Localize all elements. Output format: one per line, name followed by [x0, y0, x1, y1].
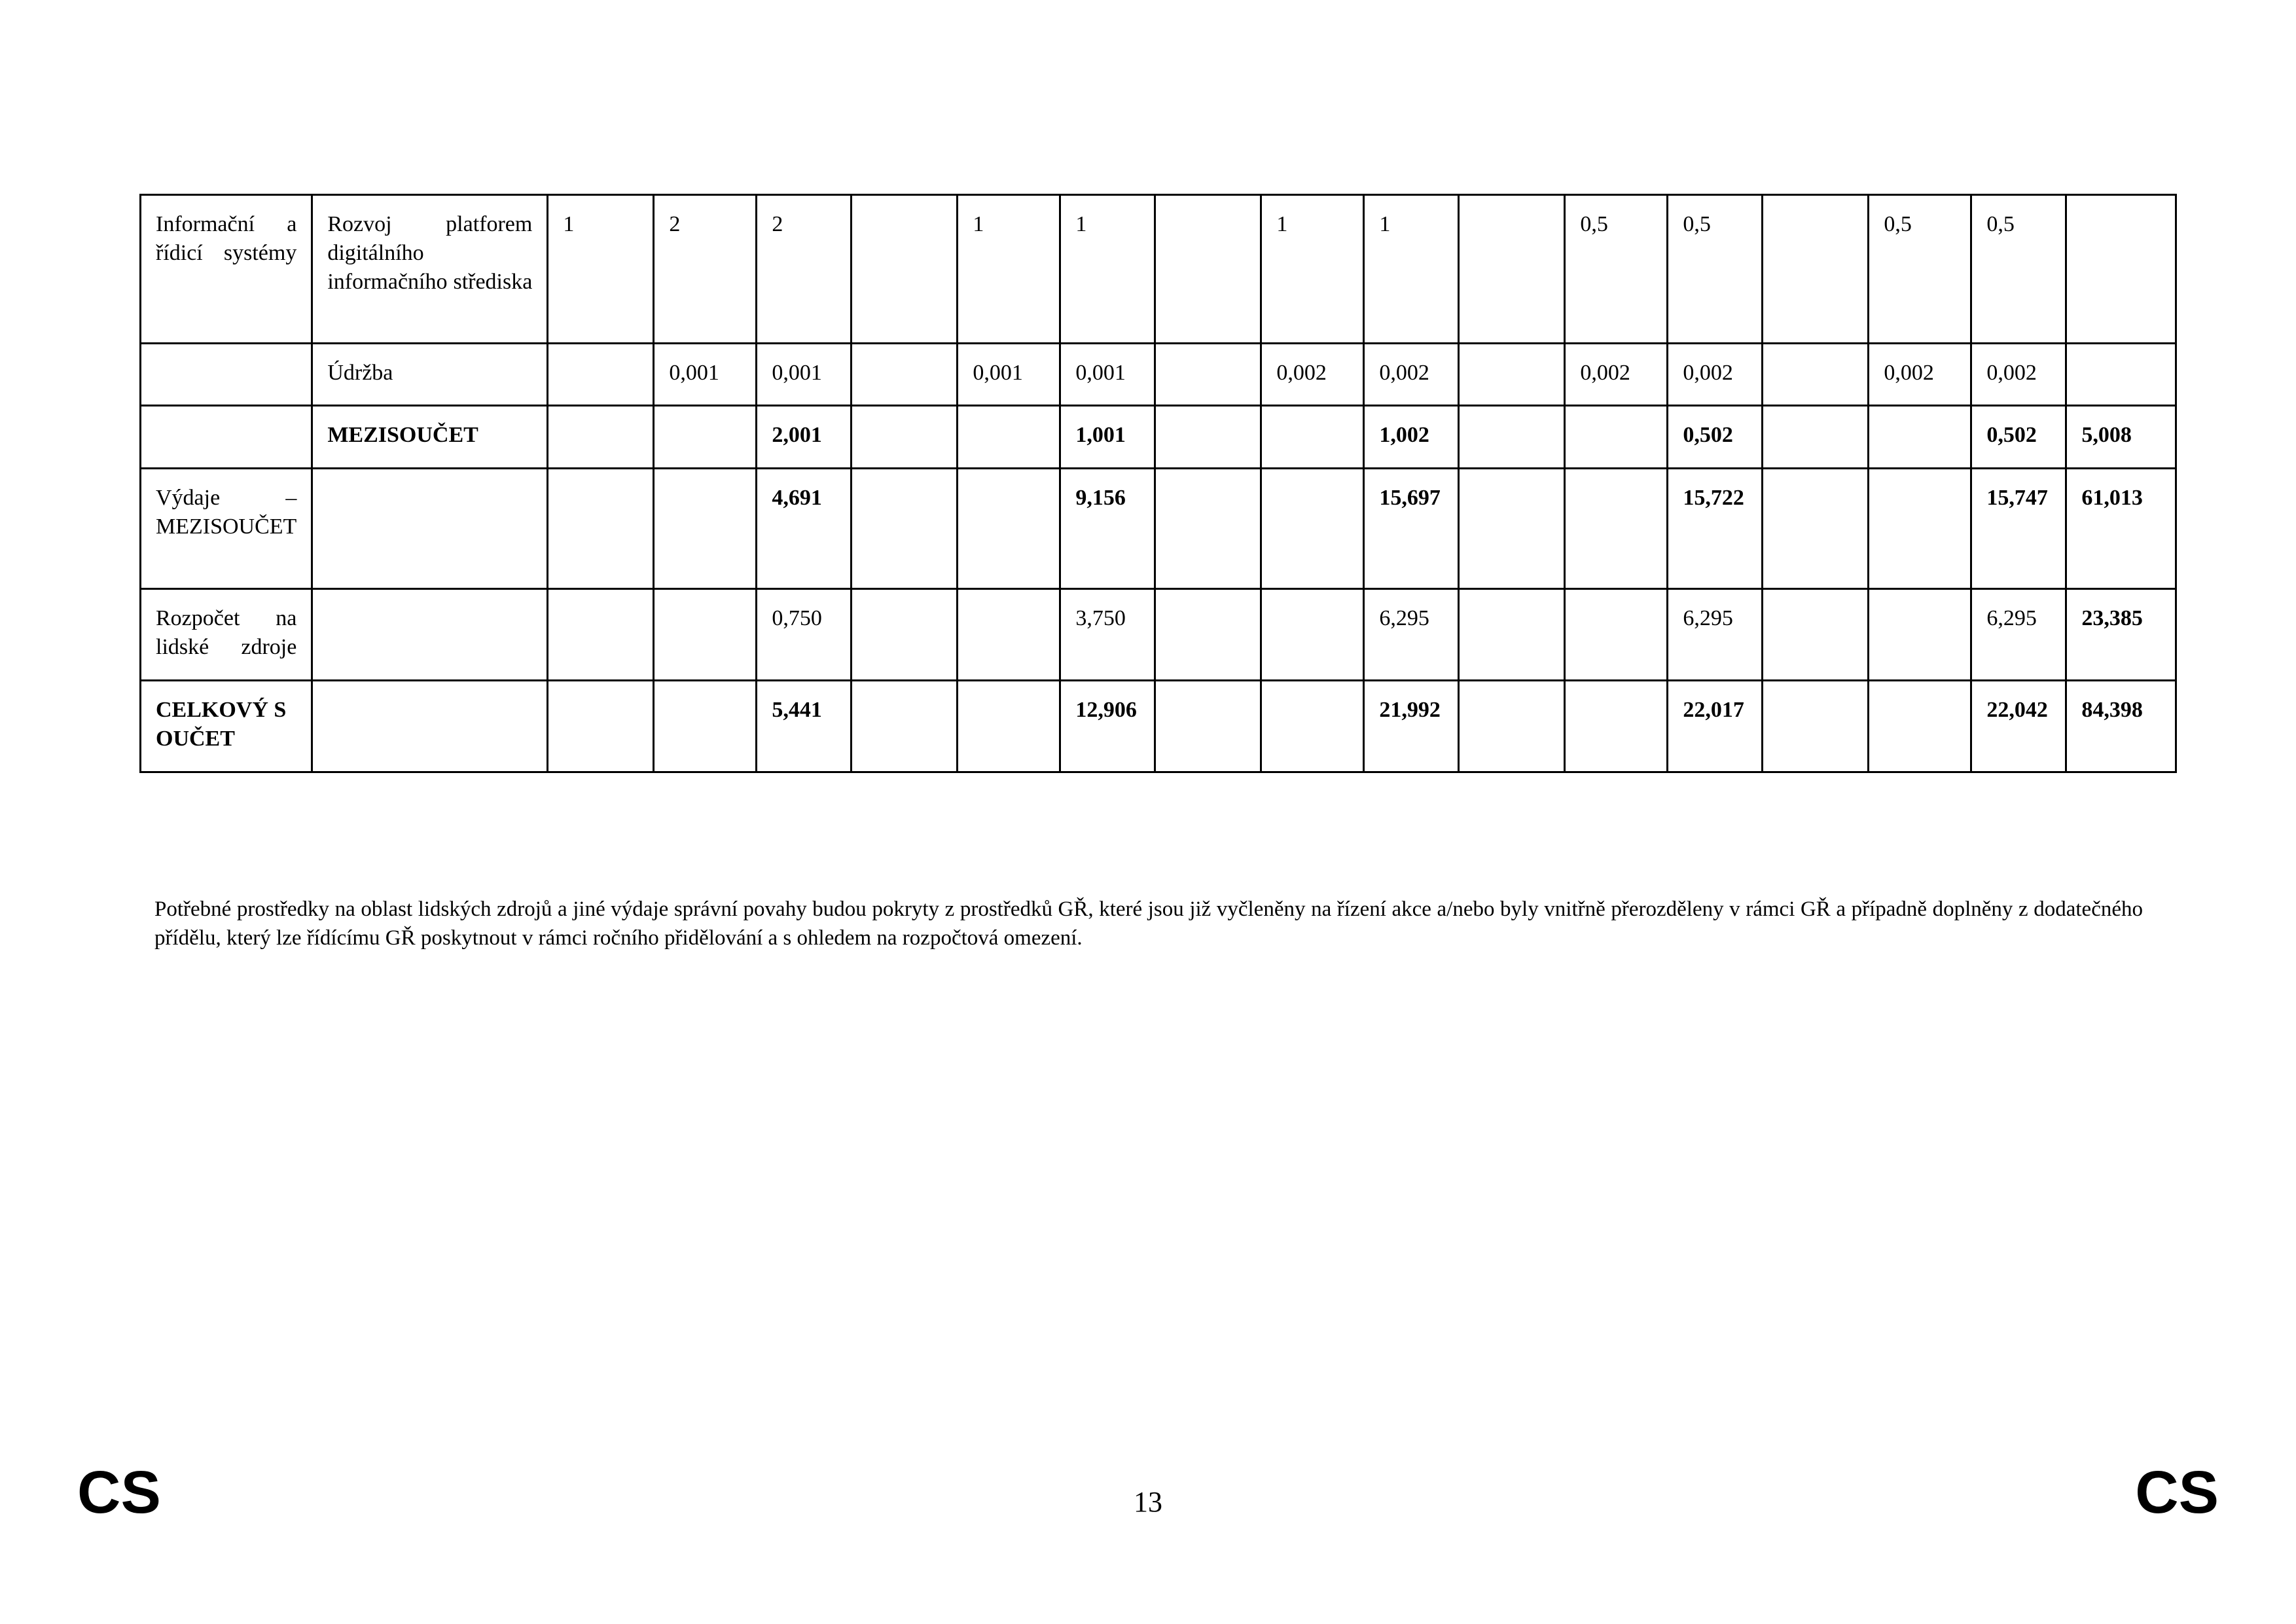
table-cell: 0,002 [1565, 344, 1668, 406]
table-cell [958, 406, 1060, 469]
table-body [141, 195, 2176, 772]
table-cell: 2 [757, 195, 852, 344]
table-cell: 4,691 [757, 469, 852, 589]
table-cell [1155, 589, 1261, 681]
table-cell: 0,502 [1971, 406, 2066, 469]
table-cell: 0,001 [654, 344, 757, 406]
table-row [141, 589, 2176, 681]
table-cell [548, 406, 654, 469]
table-cell: 0,002 [1869, 344, 1971, 406]
table-cell: 6,295 [1668, 589, 1763, 681]
table-cell [1763, 589, 1869, 681]
table-cell: 1 [1364, 195, 1459, 344]
table-cell: 2,001 [757, 406, 852, 469]
table-cell: 0,5 [1971, 195, 2066, 344]
table-cell [1459, 195, 1565, 344]
table-cell [852, 469, 958, 589]
table-cell: 5,441 [757, 681, 852, 772]
table-row [141, 469, 2176, 589]
row-sublabel: Údržba [312, 344, 548, 406]
table-cell: 0,502 [1668, 406, 1763, 469]
table-cell: 6,295 [1364, 589, 1459, 681]
table-cell [852, 195, 958, 344]
table-cell [1565, 681, 1668, 772]
table-cell: 61,013 [2066, 469, 2176, 589]
row-label: CELKOVÝ SOUČET [141, 681, 312, 772]
table-cell [654, 406, 757, 469]
table-row [141, 195, 2176, 344]
table-cell [1261, 589, 1364, 681]
table-cell [1155, 469, 1261, 589]
table-cell [1459, 344, 1565, 406]
table-cell [1459, 469, 1565, 589]
language-code-right: CS [2135, 1459, 2219, 1526]
table-cell: 9,156 [1060, 469, 1155, 589]
row-sublabel: MEZISOUČET [312, 406, 548, 469]
row-sublabel [312, 681, 548, 772]
table-cell: 0,002 [1668, 344, 1763, 406]
table-cell [1459, 681, 1565, 772]
table-cell: 0,5 [1668, 195, 1763, 344]
row-label: Výdaje – MEZISOUČET [141, 469, 312, 589]
table-cell [1763, 406, 1869, 469]
table-cell [1565, 469, 1668, 589]
table-cell [852, 681, 958, 772]
table-cell: 1,001 [1060, 406, 1155, 469]
table-cell [654, 681, 757, 772]
table-cell [2066, 195, 2176, 344]
table-cell: 0,5 [1565, 195, 1668, 344]
row-label [141, 406, 312, 469]
table-cell: 15,747 [1971, 469, 2066, 589]
table-cell: 0,002 [1971, 344, 2066, 406]
table-cell [1763, 469, 1869, 589]
table-cell [2066, 344, 2176, 406]
row-sublabel [312, 589, 548, 681]
table-cell: 2 [654, 195, 757, 344]
table-cell [654, 469, 757, 589]
table-cell: 0,750 [757, 589, 852, 681]
table-cell [654, 589, 757, 681]
table-cell [1565, 589, 1668, 681]
table-cell: 1 [1060, 195, 1155, 344]
table-cell [1155, 344, 1261, 406]
table-cell [548, 681, 654, 772]
table-cell [1763, 681, 1869, 772]
table-cell: 0,001 [958, 344, 1060, 406]
table-cell [1261, 469, 1364, 589]
table-cell [548, 589, 654, 681]
language-code-left: CS [77, 1459, 161, 1526]
table-cell: 12,906 [1060, 681, 1155, 772]
table-cell: 15,722 [1668, 469, 1763, 589]
table-cell: 84,398 [2066, 681, 2176, 772]
table-cell: 22,042 [1971, 681, 2066, 772]
table-cell [1565, 406, 1668, 469]
table-cell [1155, 195, 1261, 344]
table-cell: 0,001 [1060, 344, 1155, 406]
table-cell [1155, 406, 1261, 469]
table-cell [958, 589, 1060, 681]
table-cell: 6,295 [1971, 589, 2066, 681]
table-cell: 0,5 [1869, 195, 1971, 344]
table-row [141, 681, 2176, 772]
table-cell [852, 589, 958, 681]
table-cell: 22,017 [1668, 681, 1763, 772]
table-cell: 3,750 [1060, 589, 1155, 681]
table-cell: 0,001 [757, 344, 852, 406]
row-sublabel: Rozvoj platforem digitálního informačního střediska [312, 195, 548, 344]
table-cell: 1,002 [1364, 406, 1459, 469]
table-cell: 21,992 [1364, 681, 1459, 772]
table-cell [1261, 681, 1364, 772]
table-cell [1763, 195, 1869, 344]
table-cell [1869, 589, 1971, 681]
table-cell [1869, 406, 1971, 469]
page-number: 13 [1134, 1486, 1162, 1518]
table-cell [958, 681, 1060, 772]
table-cell [548, 344, 654, 406]
table-row [141, 406, 2176, 469]
row-label: Rozpočet na lidské zdroje [141, 589, 312, 681]
table-cell [1459, 589, 1565, 681]
table-cell [1763, 344, 1869, 406]
table-cell: 5,008 [2066, 406, 2176, 469]
table-cell: 0,002 [1261, 344, 1364, 406]
table-cell [548, 469, 654, 589]
table-cell: 23,385 [2066, 589, 2176, 681]
table-cell: 15,697 [1364, 469, 1459, 589]
funding-note: Potřebné prostředky na oblast lidských zdrojů a jiné výdaje správní povahy budou pokryty z prostředků GŘ, které jsou již vyčleněny na řízení akce a/nebo byly vnitřně přerozděleny v rámci GŘ a případně doplněny z dodatečného přídělu, který lze řídícímu GŘ poskytnout v rámci ročního přidělování a s ohledem na rozpočtová omezení. [154, 897, 2143, 950]
table-cell [852, 344, 958, 406]
table-cell [1155, 681, 1261, 772]
table-row [141, 344, 2176, 406]
row-label: Informační a řídicí systémy [141, 195, 312, 344]
row-label [141, 344, 312, 406]
table-cell [1869, 469, 1971, 589]
row-sublabel [312, 469, 548, 589]
table-cell: 0,002 [1364, 344, 1459, 406]
table-cell [1869, 681, 1971, 772]
table-cell [1261, 406, 1364, 469]
table-cell [852, 406, 958, 469]
table-cell: 1 [548, 195, 654, 344]
table-cell: 1 [1261, 195, 1364, 344]
table-cell [958, 469, 1060, 589]
table-cell: 1 [958, 195, 1060, 344]
budget-table [139, 194, 2177, 773]
table-cell [1459, 406, 1565, 469]
